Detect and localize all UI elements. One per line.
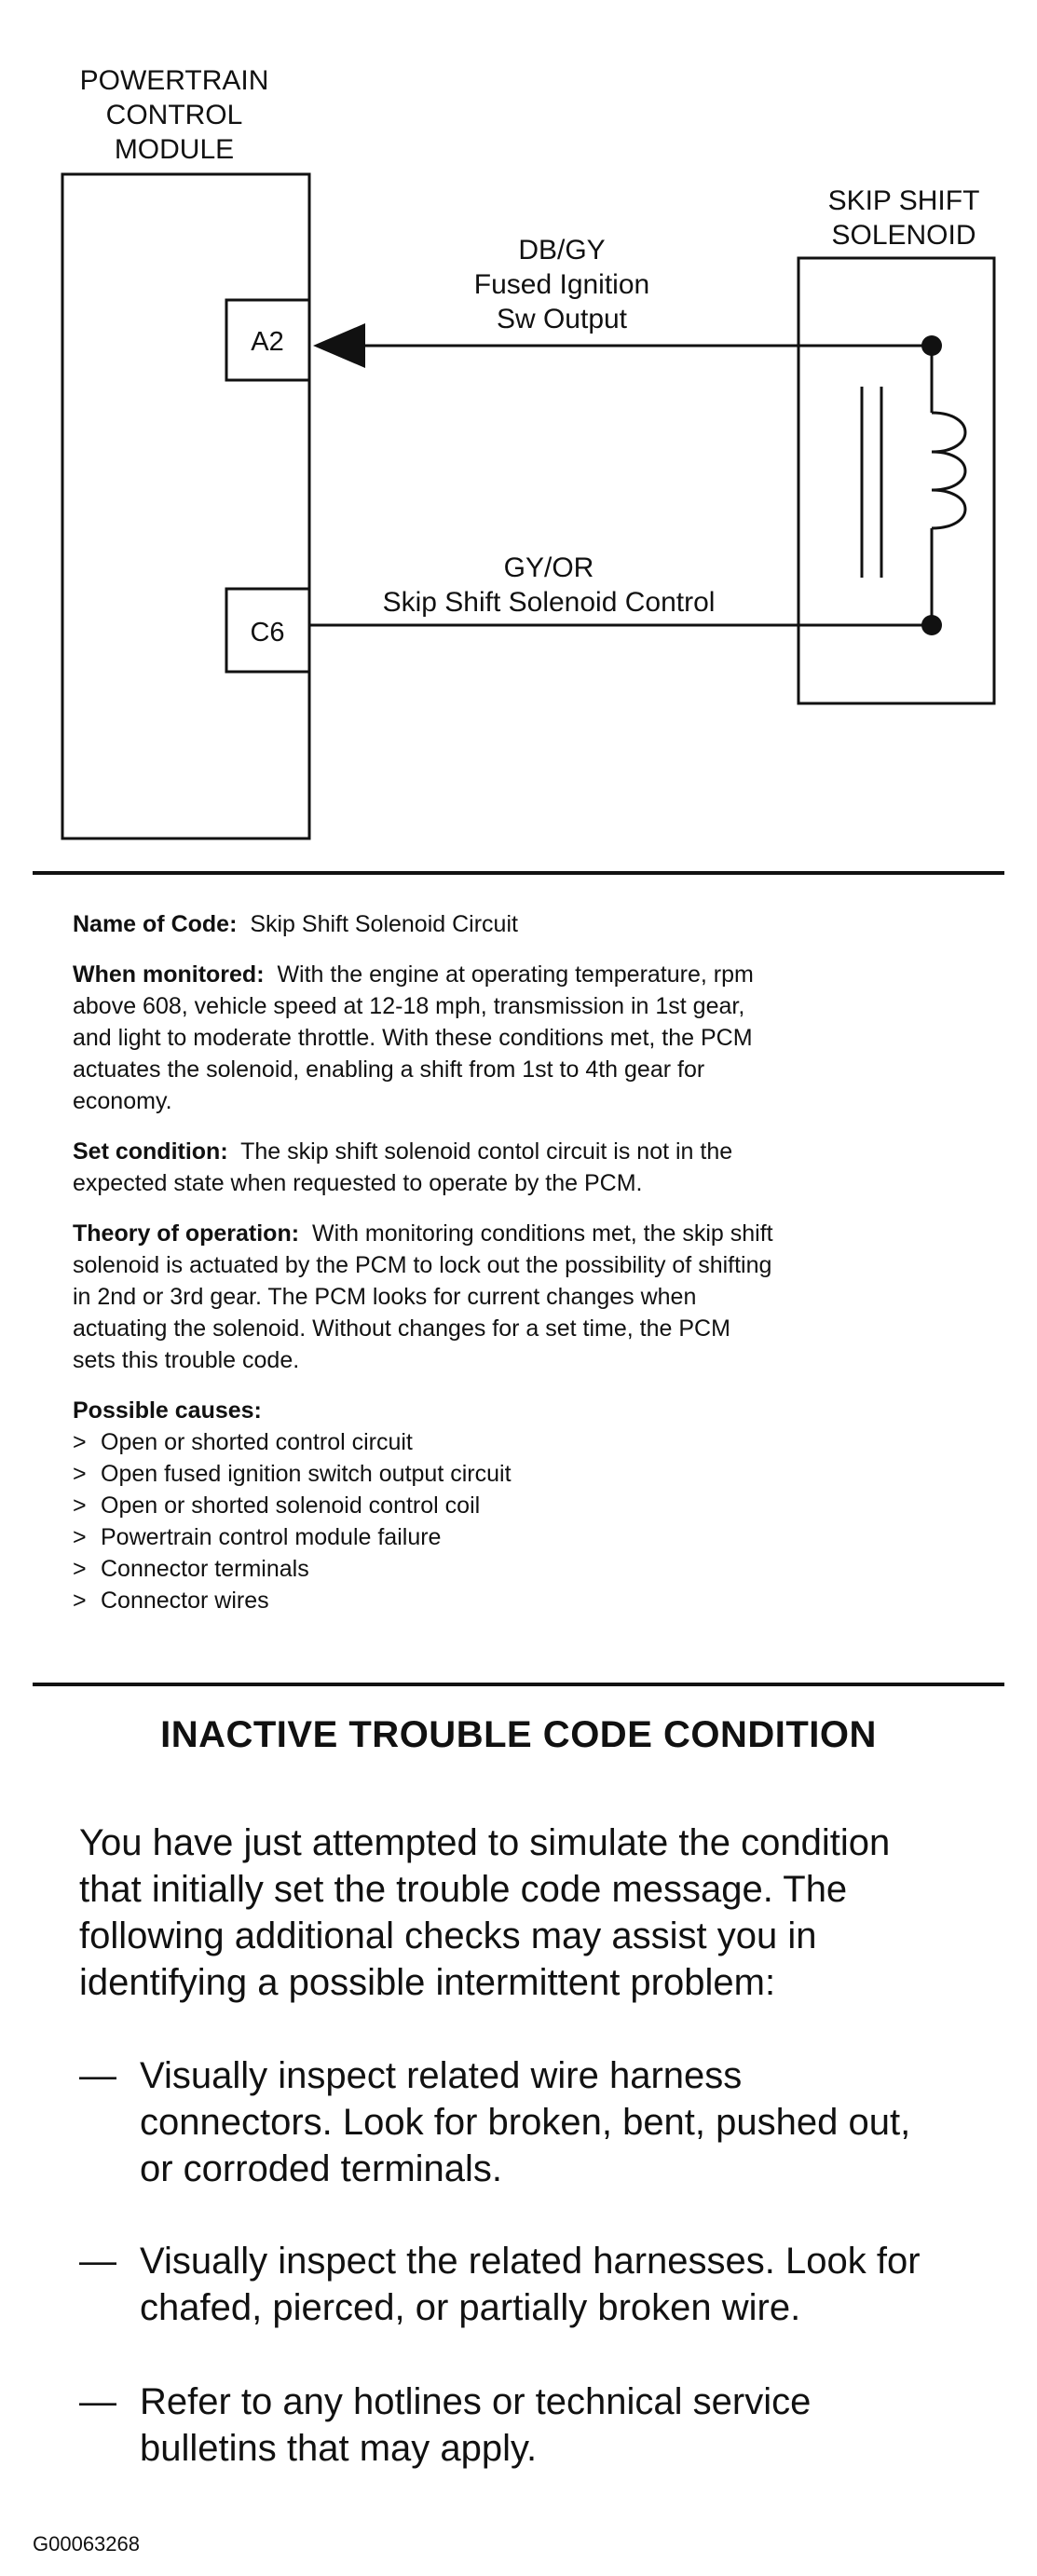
- bullet-icon: >: [73, 1524, 87, 1550]
- theory-line-1: With monitoring conditions met, the skip shift: [311, 1220, 773, 1247]
- check-text: [140, 2378, 1002, 2472]
- theory-label: Theory of operation:: [73, 1220, 300, 1247]
- check-line: bulletins that may apply.: [140, 2428, 538, 2469]
- cause-text: Open or shorted solenoid control coil: [101, 1492, 481, 1519]
- arrow-icon: [313, 323, 365, 368]
- dash-icon: —: [79, 2381, 116, 2422]
- bullet-icon: >: [73, 1461, 87, 1487]
- theory-line-3: in 2nd or 3rd gear. The PCM looks for current changes when: [73, 1284, 697, 1310]
- dash-icon: —: [79, 2055, 116, 2096]
- check-line: or corroded terminals.: [140, 2148, 503, 2189]
- check-item-hotlines: [79, 2378, 1002, 2472]
- solenoid-box: [798, 258, 994, 703]
- dash-icon: —: [79, 2241, 116, 2282]
- pin-c6-label: C6: [250, 618, 285, 647]
- wire-top-label-line-2: Sw Output: [496, 304, 628, 334]
- inactive-heading: INACTIVE TROUBLE CODE CONDITION: [160, 1714, 877, 1755]
- list-item: [73, 1585, 967, 1616]
- wire-top-color-code: DB/GY: [518, 235, 606, 266]
- check-line: Visually inspect the related harnesses. Look for: [140, 2241, 921, 2282]
- cause-text: Open or shorted control circuit: [101, 1429, 413, 1455]
- name-of-code-value: Skip Shift Solenoid Circuit: [250, 911, 518, 937]
- when-monitored-line-5: economy.: [73, 1088, 172, 1114]
- inactive-intro: [79, 1820, 1002, 2006]
- check-line: connectors. Look for broken, bent, pushed out,: [140, 2102, 911, 2143]
- check-item-connectors: [79, 2052, 1002, 2192]
- when-monitored-line-1: With the engine at operating temperature, rpm: [277, 961, 754, 988]
- wire-bottom-color-code: GY/OR: [503, 552, 594, 583]
- code-info: [73, 908, 967, 1616]
- list-item: [73, 1458, 967, 1490]
- set-condition-line-2: expected state when requested to operate by the PCM.: [73, 1170, 643, 1196]
- cause-text: Connector wires: [101, 1588, 269, 1614]
- when-monitored-label: When monitored:: [73, 961, 265, 988]
- set-condition: [73, 1136, 967, 1199]
- cause-text: Connector terminals: [101, 1556, 309, 1582]
- cause-text: Open fused ignition switch output circuit: [101, 1461, 512, 1487]
- check-text: [140, 2238, 1002, 2331]
- theory-line-2: solenoid is actuated by the PCM to lock out the possibility of shifting: [73, 1252, 772, 1278]
- when-monitored-line-3: and light to moderate throttle. With these conditions met, the PCM: [73, 1025, 753, 1051]
- list-item: [73, 1521, 967, 1553]
- bullet-icon: >: [73, 1429, 87, 1455]
- check-item-harnesses: [79, 2238, 1002, 2331]
- bullet-icon: >: [73, 1588, 87, 1614]
- wiring-diagram: [0, 0, 1037, 876]
- pcm-box: [62, 174, 309, 838]
- list-item: [73, 1426, 967, 1458]
- possible-causes: [73, 1395, 967, 1616]
- wire-bottom-label: Skip Shift Solenoid Control: [382, 587, 716, 618]
- when-monitored-line-4: actuates the solenoid, enabling a shift from 1st to 4th gear for: [73, 1056, 705, 1083]
- cause-text: Powertrain control module failure: [101, 1524, 442, 1550]
- bullet-icon: >: [73, 1492, 87, 1519]
- set-condition-label: Set condition:: [73, 1138, 228, 1165]
- pcm-title-line-3: MODULE: [114, 134, 235, 165]
- when-monitored: [73, 959, 967, 1117]
- intro-line-3: following additional checks may assist you in: [79, 1915, 817, 1956]
- check-line: Visually inspect related wire harness: [140, 2055, 743, 2096]
- pcm-title-line-1: POWERTRAIN: [79, 65, 269, 96]
- divider-top: [33, 871, 1004, 875]
- solenoid-title-line-1: SKIP SHIFT: [827, 185, 980, 216]
- pcm-title-line-2: CONTROL: [105, 100, 243, 130]
- bullet-icon: >: [73, 1556, 87, 1582]
- wire-top-label-line-1: Fused Ignition: [473, 269, 650, 300]
- solenoid-coil-icon: [862, 346, 965, 625]
- list-item: [73, 1490, 967, 1521]
- theory-of-operation: [73, 1218, 967, 1376]
- set-condition-line-1: The skip shift solenoid contol circuit is not in the: [240, 1138, 733, 1165]
- check-line: chafed, pierced, or partially broken wire.: [140, 2287, 801, 2328]
- intro-line-4: identifying a possible intermittent problem:: [79, 1962, 776, 2003]
- figure-id: G00063268: [33, 2532, 140, 2556]
- theory-line-5: sets this trouble code.: [73, 1347, 300, 1373]
- check-text: [140, 2052, 1002, 2192]
- name-of-code-label: Name of Code:: [73, 911, 238, 937]
- when-monitored-line-2: above 608, vehicle speed at 12-18 mph, transmission in 1st gear,: [73, 993, 745, 1019]
- check-line: Refer to any hotlines or technical service: [140, 2381, 812, 2422]
- solenoid-title-line-2: SOLENOID: [831, 220, 976, 251]
- list-item: [73, 1553, 967, 1585]
- pin-a2-label: A2: [251, 327, 284, 357]
- intro-line-2: that initially set the trouble code message. The: [79, 1869, 848, 1910]
- possible-causes-label: Possible causes:: [73, 1397, 262, 1424]
- causes-list: [73, 1426, 967, 1616]
- divider-middle: [33, 1683, 1004, 1686]
- name-of-code: [73, 908, 967, 940]
- intro-line-1: You have just attempted to simulate the condition: [79, 1822, 891, 1863]
- theory-line-4: actuating the solenoid. Without changes for a set time, the PCM: [73, 1315, 730, 1342]
